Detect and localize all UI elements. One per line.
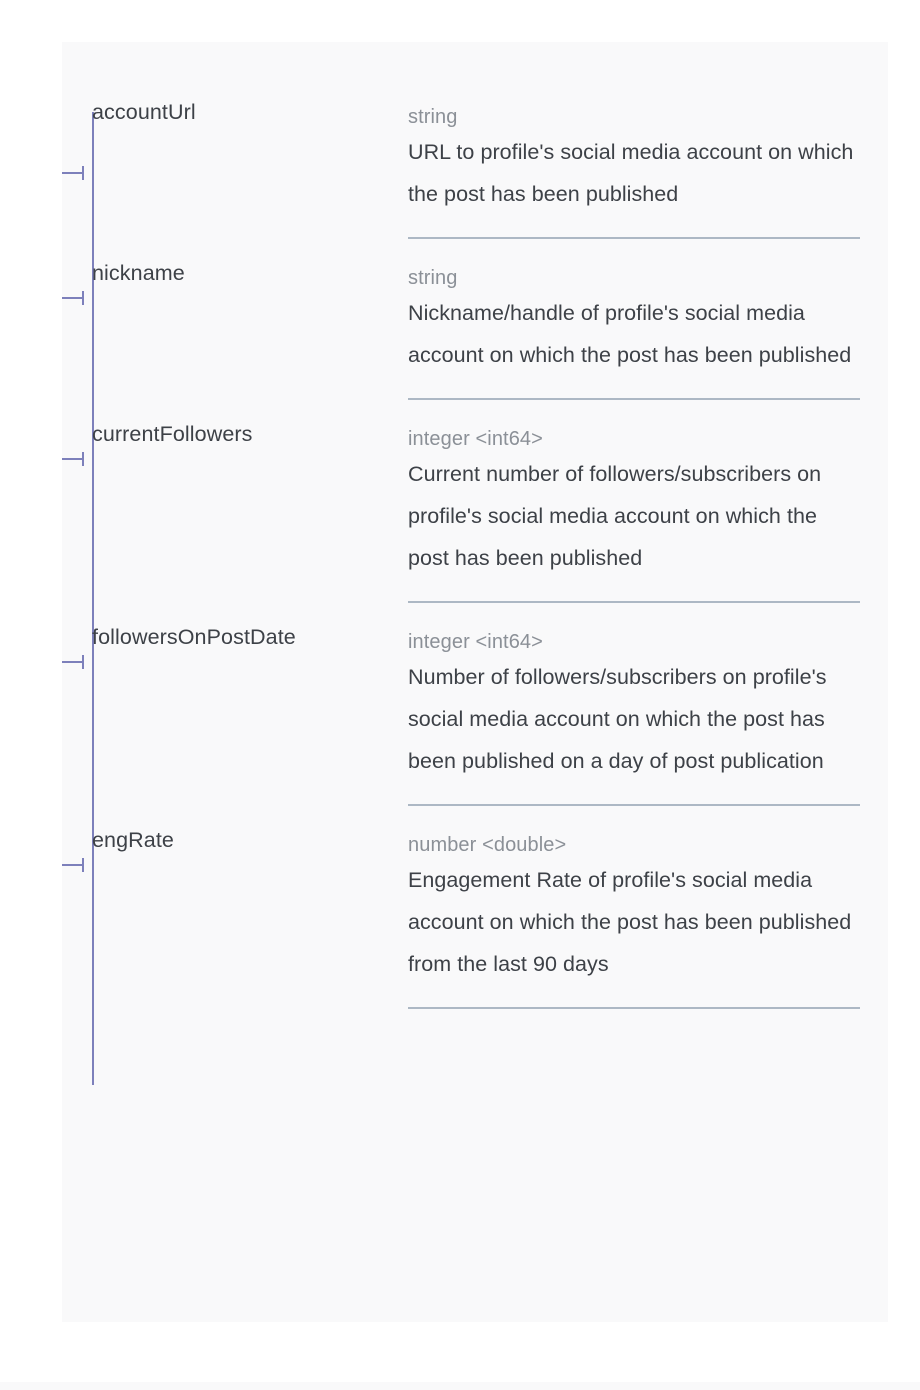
property-description: URL to profile's social media account on which the post has been published xyxy=(408,140,854,206)
property-rows xyxy=(62,42,888,1009)
property-row xyxy=(62,603,888,806)
tree-connector-icon xyxy=(62,166,86,180)
property-name-column xyxy=(62,422,408,452)
property-type: string xyxy=(408,267,458,289)
tree-connector-icon xyxy=(62,452,86,466)
property-detail-column xyxy=(408,104,888,239)
property-type: number <double> xyxy=(408,834,567,856)
property-name: nickname xyxy=(92,261,185,285)
property-row xyxy=(62,806,888,1009)
property-name: currentFollowers xyxy=(92,422,253,446)
property-detail-column xyxy=(408,265,888,400)
property-row xyxy=(62,400,888,603)
row-divider xyxy=(408,1007,860,1009)
property-type: string xyxy=(408,106,458,128)
property-row xyxy=(62,239,888,400)
property-description: Engagement Rate of profile's social media account on which the post has been published from the last 90 days xyxy=(408,868,852,976)
property-name-column xyxy=(62,100,408,130)
tree-connector-icon xyxy=(62,291,86,305)
property-name-column xyxy=(62,261,408,291)
property-name-column xyxy=(62,625,408,655)
property-description: Nickname/handle of profile's social media account on which the post has been published xyxy=(408,301,852,367)
property-row xyxy=(62,42,888,239)
property-detail-column xyxy=(408,629,888,806)
property-name-column xyxy=(62,828,408,858)
property-type: integer <int64> xyxy=(408,428,543,450)
property-description: Number of followers/subscribers on profile's social media account on which the post has been published on a day of post publication xyxy=(408,665,827,773)
property-detail-column xyxy=(408,426,888,603)
property-description: Current number of followers/subscribers on profile's social media account on which the post has been published xyxy=(408,462,822,570)
property-name: accountUrl xyxy=(92,100,196,124)
property-type: integer <int64> xyxy=(408,631,543,653)
schema-properties-panel xyxy=(62,42,888,1322)
property-name: engRate xyxy=(92,828,174,852)
property-name: followersOnPostDate xyxy=(92,625,296,649)
property-detail-column xyxy=(408,832,888,1009)
tree-connector-icon xyxy=(62,655,86,669)
page-bottom-strip xyxy=(0,1382,920,1390)
tree-connector-elbow-icon xyxy=(62,858,86,872)
